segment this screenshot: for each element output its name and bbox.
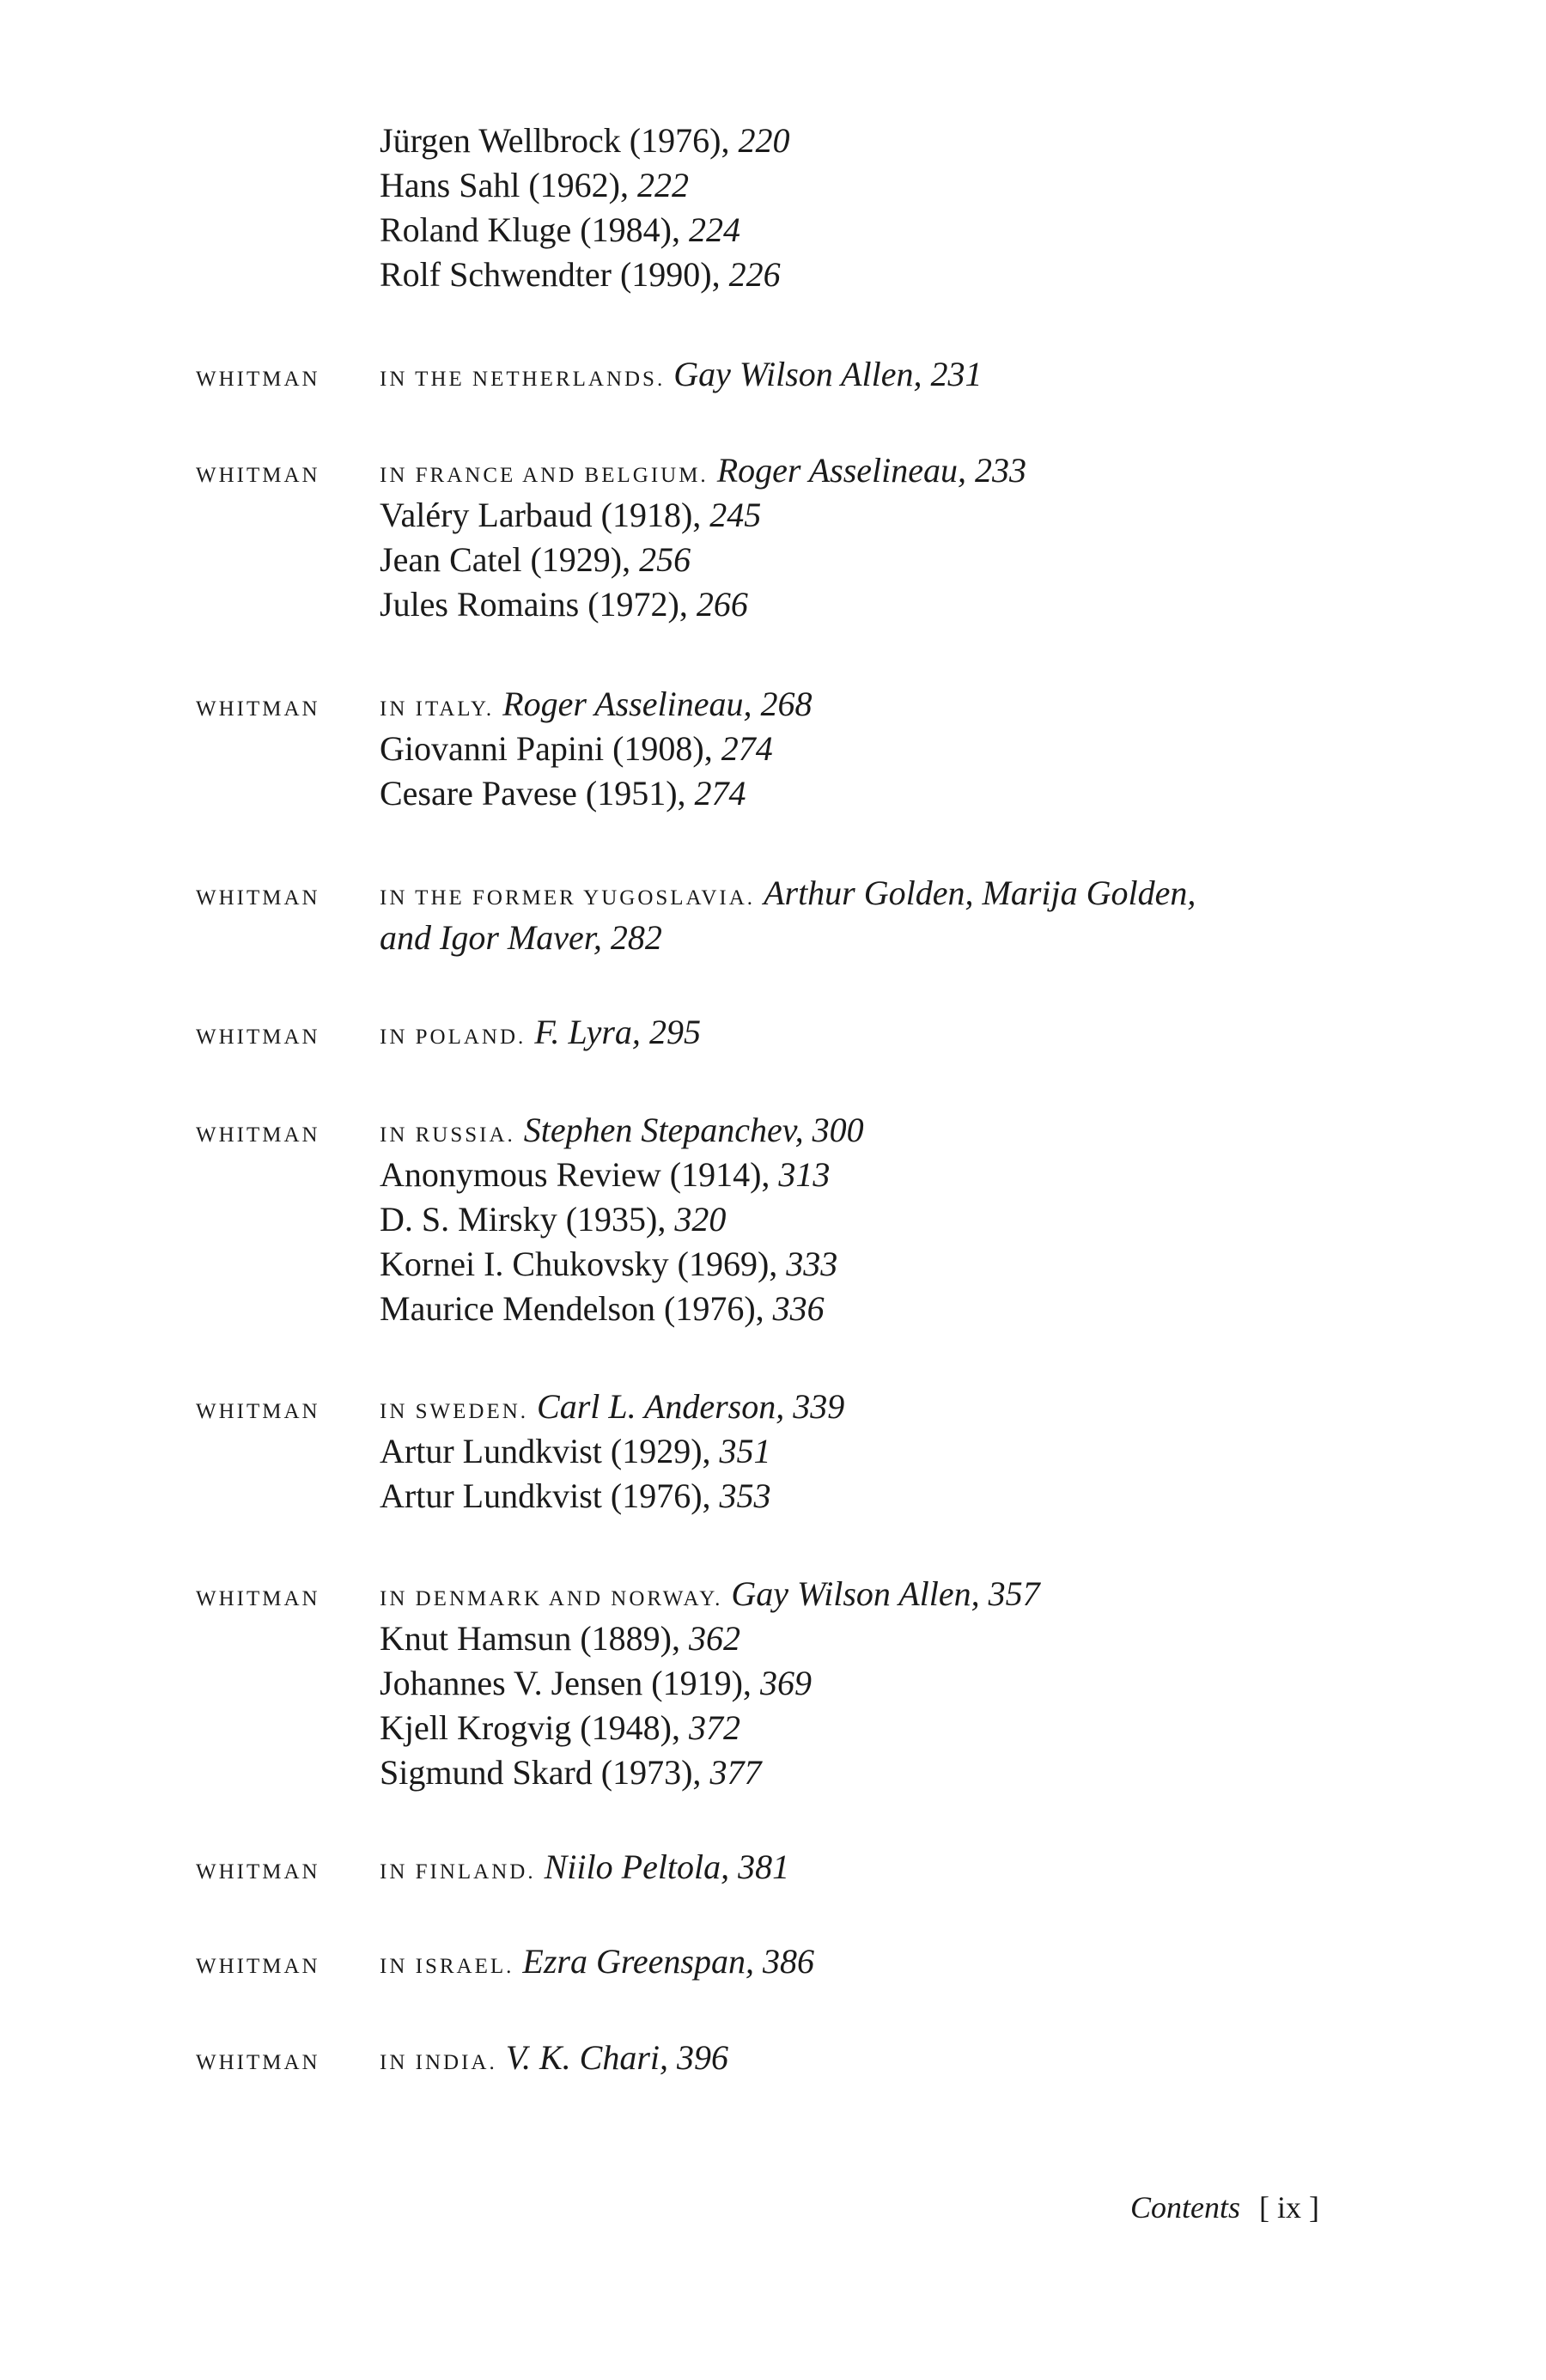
toc-section-yugoslavia: WHITMAN IN THE FORMER YUGOSLAVIA. Arthur Golden, Marija Golden, (196, 873, 1196, 912)
toc-section-finland: WHITMAN IN FINLAND. Niilo Peltola, 381 (196, 1847, 790, 1886)
toc-sub-entry: Valéry Larbaud (1918), 245 (380, 496, 762, 534)
toc-sub-entry: Hans Sahl (1962), 222 (380, 166, 689, 204)
toc-sub-entry: Johannes V. Jensen (1919), 369 (380, 1664, 812, 1702)
toc-sub-entry: Jean Catel (1929), 256 (380, 540, 691, 579)
page-number: [ ix ] (1259, 2190, 1319, 2225)
toc-sub-entry: Anonymous Review (1914), 313 (380, 1155, 831, 1194)
toc-sub-entry: Knut Hamsun (1889), 362 (380, 1619, 740, 1658)
toc-sub-entry: Artur Lundkvist (1929), 351 (380, 1432, 771, 1470)
toc-sub-entry: Giovanni Papini (1908), 274 (380, 729, 773, 768)
toc-section-yugoslavia-continued: and Igor Maver, 282 (380, 918, 662, 957)
toc-sub-entry: Jules Romains (1972), 266 (380, 585, 748, 624)
toc-sub-entry: Cesare Pavese (1951), 274 (380, 774, 746, 813)
toc-section-italy: WHITMAN IN ITALY. Roger Asselineau, 268 (196, 685, 813, 723)
toc-section-sweden: WHITMAN IN SWEDEN. Carl L. Anderson, 339 (196, 1387, 845, 1426)
page-footer (1130, 2187, 1319, 2228)
toc-section-russia: WHITMAN IN RUSSIA. Stephen Stepanchev, 300 (196, 1111, 864, 1149)
toc-section-france-belgium: WHITMAN IN FRANCE AND BELGIUM. Roger Asselineau, 233 (196, 451, 1027, 490)
running-footer-title: Contents (1130, 2190, 1241, 2225)
toc-sub-entry: Artur Lundkvist (1976), 353 (380, 1476, 771, 1515)
toc-sub-entry: Roland Kluge (1984), 224 (380, 210, 740, 249)
toc-section-india: WHITMAN IN INDIA. V. K. Chari, 396 (196, 2038, 729, 2077)
toc-sub-entry: Jürgen Wellbrock (1976), 220 (380, 121, 790, 160)
toc-sub-entry: Maurice Mendelson (1976), 336 (380, 1289, 825, 1328)
toc-sub-entry: Rolf Schwendter (1990), 226 (380, 255, 781, 294)
toc-section-netherlands: WHITMAN IN THE NETHERLANDS. Gay Wilson Allen, 231 (196, 355, 983, 393)
toc-sub-entry: D. S. Mirsky (1935), 320 (380, 1200, 727, 1239)
toc-section-denmark-norway: WHITMAN IN DENMARK AND NORWAY. Gay Wilson Allen, 357 (196, 1574, 1040, 1613)
toc-section-israel: WHITMAN IN ISRAEL. Ezra Greenspan, 386 (196, 1942, 814, 1981)
toc-sub-entry: Kjell Krogvig (1948), 372 (380, 1708, 740, 1747)
toc-sub-entry: Kornei I. Chukovsky (1969), 333 (380, 1245, 838, 1283)
toc-sub-entry: Sigmund Skard (1973), 377 (380, 1753, 762, 1792)
toc-section-poland: WHITMAN IN POLAND. F. Lyra, 295 (196, 1013, 701, 1051)
